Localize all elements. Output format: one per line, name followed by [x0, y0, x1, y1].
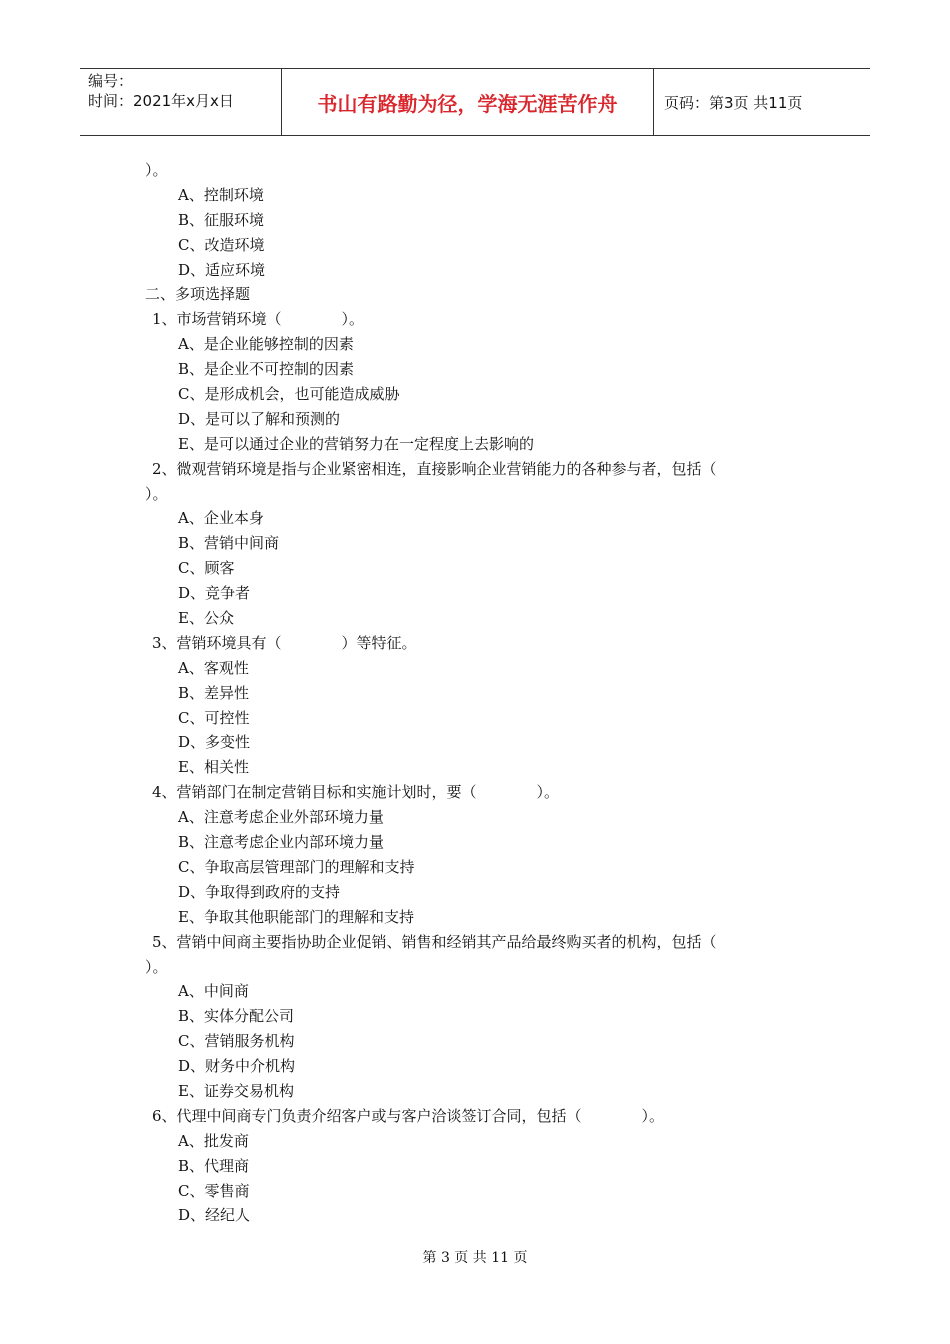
answer-option: E、是可以通过企业的营销努力在一定程度上去影响的	[178, 434, 534, 453]
answer-option: A、企业本身	[178, 509, 264, 528]
answer-option: D、多变性	[178, 733, 251, 752]
text-line: ）。	[145, 161, 168, 179]
answer-option: A、是企业能够控制的因素	[178, 335, 354, 354]
document-body	[145, 158, 825, 1228]
document-date-label: 时间：2021年x月x日	[88, 92, 234, 110]
question-text: 1、市场营销环境（ ）。	[152, 310, 365, 329]
answer-option: D、经纪人	[178, 1206, 251, 1225]
text-line: ）。	[145, 484, 168, 503]
answer-option: D、是可以了解和预测的	[178, 409, 341, 428]
answer-option: C、改造环境	[178, 235, 265, 254]
question-text: 4、营销部门在制定营销目标和实施计划时，要（ ）。	[152, 783, 560, 802]
answer-option: A、控制环境	[178, 185, 264, 204]
answer-option: B、是企业不可控制的因素	[178, 360, 355, 379]
answer-option: A、中间商	[178, 982, 249, 1001]
answer-option: E、相关性	[178, 758, 249, 777]
page-footer: 第 3 页 共 11 页	[422, 1250, 528, 1266]
page-header	[80, 68, 870, 136]
answer-option: B、实体分配公司	[178, 1007, 295, 1026]
answer-option: D、财务中介机构	[178, 1057, 296, 1076]
answer-option: C、争取高层管理部门的理解和支持	[178, 857, 415, 876]
answer-option: D、竞争者	[178, 584, 251, 603]
document-number-label: 编号：	[88, 72, 134, 90]
answer-option: C、是形成机会，也可能造成威胁	[178, 385, 400, 404]
question-text: 3、营销环境具有（ ）等特征。	[152, 633, 417, 652]
header-page-number: 页码：第3页 共11页	[664, 93, 803, 112]
text-line: 二、多项选择题	[145, 285, 251, 304]
answer-option: C、营销服务机构	[178, 1032, 295, 1051]
text-line: ）。	[145, 957, 168, 976]
question-text: 5、营销中间商主要指协助企业促销、销售和经销其产品给最终购买者的机构，包括（	[152, 932, 717, 951]
answer-option: A、客观性	[178, 658, 249, 677]
answer-option: E、争取其他职能部门的理解和支持	[178, 907, 414, 926]
answer-option: B、注意考虑企业内部环境力量	[178, 833, 385, 852]
answer-option: E、公众	[178, 609, 234, 628]
question-text: 2、微观营销环境是指与企业紧密相连，直接影响企业营销能力的各种参与者，包括（	[152, 459, 717, 478]
answer-option: D、争取得到政府的支持	[178, 882, 341, 901]
answer-option: C、顾客	[178, 559, 235, 578]
answer-option: B、差异性	[178, 683, 250, 702]
answer-option: B、征服环境	[178, 210, 265, 229]
answer-option: A、批发商	[178, 1131, 249, 1150]
answer-option: E、证券交易机构	[178, 1081, 294, 1100]
answer-option: C、可控性	[178, 708, 250, 727]
header-meta	[80, 69, 282, 135]
question-text: 6、代理中间商专门负责介绍客户或与客户洽谈签订合同，包括（ ）。	[152, 1106, 665, 1125]
answer-option: A、注意考虑企业外部环境力量	[178, 808, 384, 827]
answer-option: C、零售商	[178, 1181, 250, 1200]
header-motto: 书山有路勤为径，学海无涯苦作舟	[282, 69, 654, 135]
answer-option: D、适应环境	[178, 260, 266, 279]
answer-option: B、代理商	[178, 1156, 250, 1175]
answer-option: B、营销中间商	[178, 534, 280, 553]
